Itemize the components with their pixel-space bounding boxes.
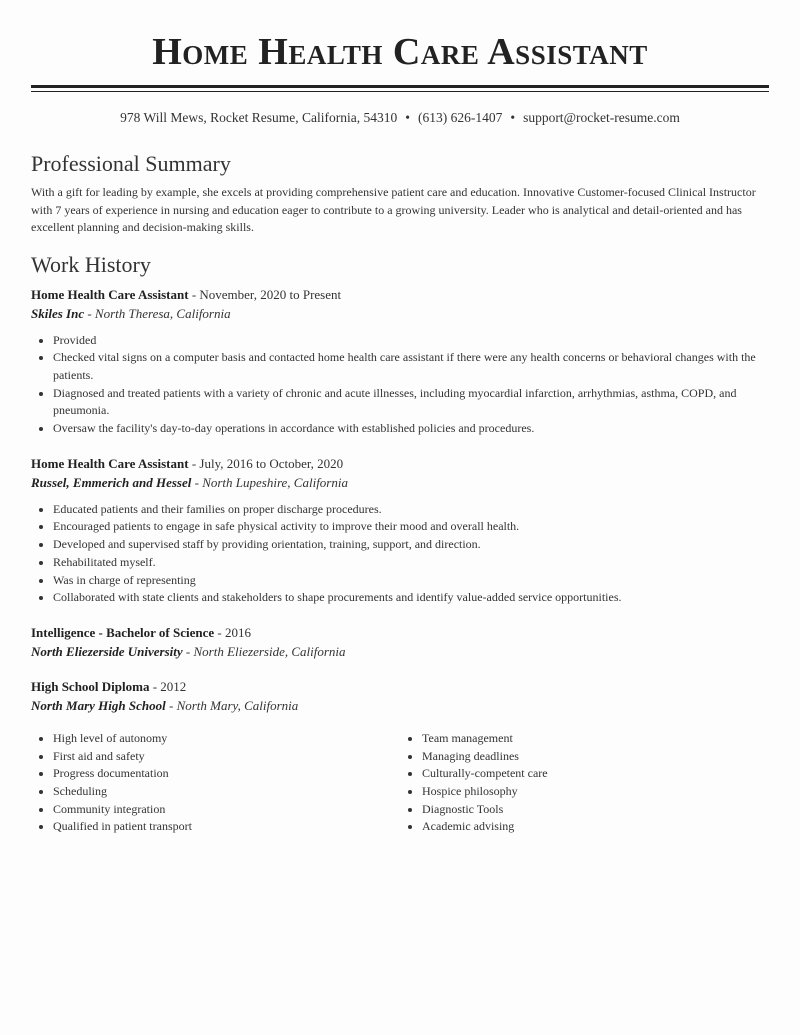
summary-text: With a gift for leading by example, she excels at providing comprehensive patient care and education. Innovative Customer-focused Clinical Instructor with 7 years of experience in nursing and education eager to contribute to a growing university. Leader who is analytical and detail-oriented and has excellent planning and decision-making skills. xyxy=(31,185,756,234)
contact-address: 978 Will Mews, Rocket Resume, California, 54310 xyxy=(120,110,398,125)
school-line xyxy=(31,642,769,661)
school-name: North Eliezerside University xyxy=(31,643,183,659)
school-line xyxy=(31,696,769,715)
job-position: Home Health Care Assistant xyxy=(31,286,189,302)
degree-name: High School Diploma xyxy=(31,678,150,694)
list-item: • Checked vital signs on a computer basis and contacted home health care assistant if there were any health concerns or behavioral changes with the patients. xyxy=(53,349,769,384)
list-item: • Provided xyxy=(53,332,769,350)
contact-separator: • xyxy=(510,110,516,125)
contact-line xyxy=(31,110,769,126)
skill-item: • First aid and safety xyxy=(53,748,400,766)
skill-item: • Culturally-competent care xyxy=(422,765,769,783)
candidate-name: Home Health Care Assistant xyxy=(152,31,648,73)
job-entry xyxy=(31,454,769,607)
list-item: • Developed and supervised staff by providing orientation, training, support, and direction. xyxy=(53,536,769,554)
job-entry xyxy=(31,285,769,438)
list-item: • Rehabilitated myself. xyxy=(53,554,769,572)
list-item: • Oversaw the facility's day-to-day operations in accordance with established policies and procedures. xyxy=(53,420,769,438)
company-line xyxy=(31,304,769,323)
degree-name: Intelligence - Bachelor of Science xyxy=(31,624,215,640)
list-item: • Encouraged patients to engage in safe physical activity to improve their mood and overall health. xyxy=(53,518,769,536)
skill-item: • Managing deadlines xyxy=(422,748,769,766)
summary-title: Professional Summary xyxy=(31,151,231,176)
job-bullets xyxy=(31,332,769,438)
company-name: Skiles Inc xyxy=(31,305,85,321)
header-rule-thick xyxy=(31,85,769,88)
list-item: • Collaborated with state clients and stakeholders to shape procurements and identify value-added service opportunities. xyxy=(53,589,769,607)
company-location: - North Lupeshire, California xyxy=(191,474,348,490)
job-dates: - July, 2016 to October, 2020 xyxy=(188,455,344,471)
list-item: • Diagnosed and treated patients with a variety of chronic and acute illnesses, including myocardial infarction, arrhythmias, asthma, COPD, and pneumonia. xyxy=(53,385,769,420)
work-history-title: Work History xyxy=(31,251,151,277)
degree-line xyxy=(31,623,769,642)
skill-item: • Progress documentation xyxy=(53,765,400,783)
skill-item: • Hospice philosophy xyxy=(422,783,769,801)
education-entry xyxy=(31,623,769,661)
job-bullets xyxy=(31,501,769,607)
school-name: North Mary High School xyxy=(31,697,166,713)
header-rule-thin xyxy=(31,91,769,92)
skill-item: • Qualified in patient transport xyxy=(53,818,400,836)
skills-list xyxy=(31,730,769,836)
education-entry xyxy=(31,677,769,715)
skill-item: • Community integration xyxy=(53,801,400,819)
school-location: - North Mary, California xyxy=(165,697,299,713)
company-name: Russel, Emmerich and Hessel xyxy=(31,474,192,490)
job-position: Home Health Care Assistant xyxy=(31,455,189,471)
degree-line xyxy=(31,677,769,696)
skill-item: • Scheduling xyxy=(53,783,400,801)
degree-year: - 2016 xyxy=(214,624,252,640)
list-item: • Educated patients and their families on proper discharge procedures. xyxy=(53,501,769,519)
company-line xyxy=(31,473,769,492)
contact-phone: (613) 626-1407 xyxy=(417,110,503,125)
skills-column-right xyxy=(400,730,769,836)
list-item: • Was in charge of representing xyxy=(53,572,769,590)
degree-year: - 2012 xyxy=(149,678,187,694)
skill-item: • Team management xyxy=(422,730,769,748)
contact-email: support@rocket-resume.com xyxy=(523,110,680,125)
company-location: - North Theresa, California xyxy=(84,305,231,321)
contact-separator: • xyxy=(405,110,410,125)
job-title-line xyxy=(31,285,769,304)
job-title-line xyxy=(31,454,769,473)
skills-column-left xyxy=(31,730,400,836)
skill-item: • High level of autonomy xyxy=(53,730,400,748)
skill-item: • Diagnostic Tools xyxy=(422,801,769,819)
job-dates: - November, 2020 to Present xyxy=(188,286,342,302)
school-location: - North Eliezerside, California xyxy=(182,643,346,659)
skill-item: • Academic advising xyxy=(422,818,769,836)
